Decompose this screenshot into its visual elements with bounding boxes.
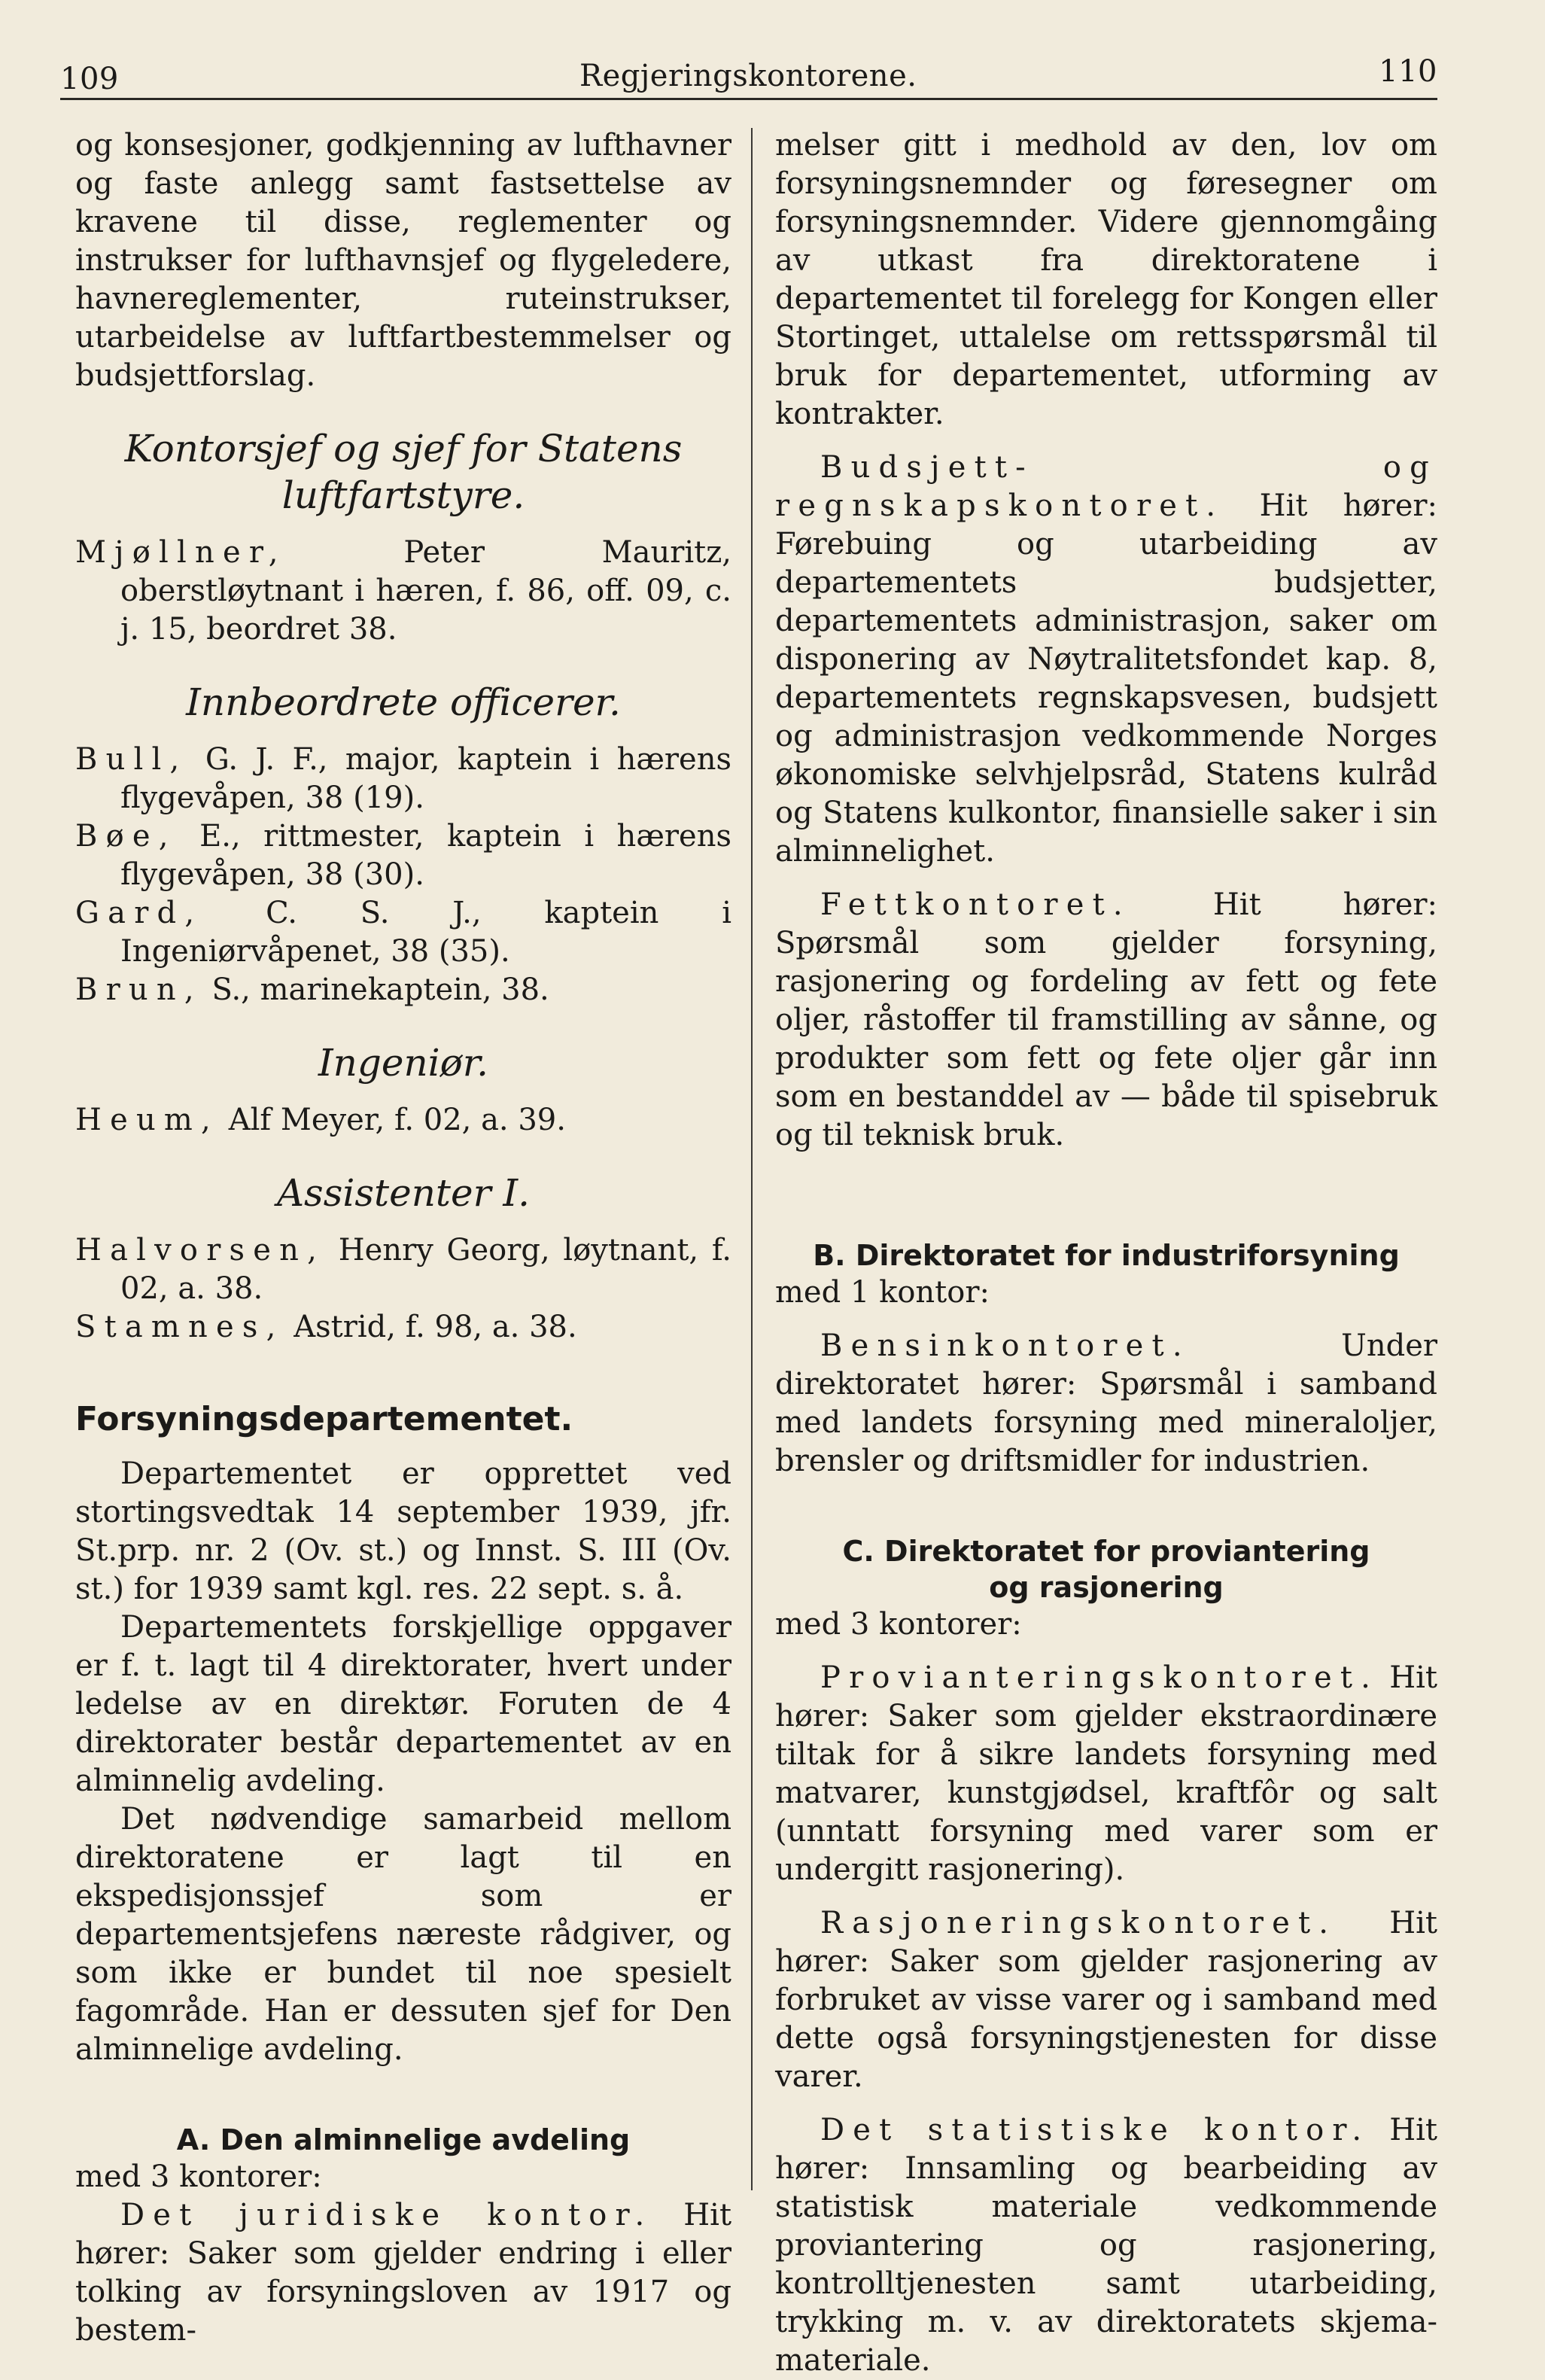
left-column bbox=[75, 126, 731, 2350]
section-c-heading: C. Direktoratet for proviantering bbox=[842, 1535, 1370, 1568]
person-name: Brun, bbox=[75, 972, 202, 1007]
section-b-heading: B. Direktoratet for industriforsyning bbox=[813, 1239, 1400, 1272]
person-name: Bøe, bbox=[75, 819, 177, 854]
statistiske-kontor-entry bbox=[775, 2111, 1437, 2380]
person-details: Henry Georg, løytnant, f. 02, a. 38. bbox=[120, 1233, 731, 1306]
person-name: Heum, bbox=[75, 1103, 219, 1137]
mjollner-entry bbox=[75, 534, 731, 649]
header-rule bbox=[60, 98, 1437, 100]
office-description: Hit hører: Spørsmål som gjelder forsyning, rasjonering og fordeling av fett og fete oljer, råstoffer til framstilling av sånne, og produkter som fett og fete oljer går inn som en bestanddel av — både til spisebruk og til teknisk bruk. bbox=[775, 887, 1438, 1152]
assistant-entry bbox=[75, 1308, 731, 1347]
rasjoneringskontoret-entry bbox=[775, 1904, 1437, 2096]
fettkontoret-entry bbox=[775, 886, 1437, 1155]
office-description: Hit hører: Saker som gjelder endring i eller tolking av forsyningsloven av 1917 og bestem- bbox=[75, 2198, 732, 2348]
right-column bbox=[775, 126, 1437, 2380]
budsjett-kontor-entry bbox=[775, 449, 1437, 871]
section-c-subheading: med 3 kontorer: bbox=[775, 1607, 1022, 1642]
office-name: Provianteringskontoret. bbox=[820, 1660, 1379, 1695]
bensinkontoret-entry bbox=[775, 1327, 1437, 1481]
forsyning-paragraph-3: Det nødvendige samarbeid mellom direktoratene er lagt til en ekspedisjonssjef som er departementsjefens næreste rådgiver, og som ikke er bundet til noe spesielt fagområde. Han er dessuten sjef for Den alminnelige avdeling. bbox=[75, 1802, 731, 2067]
forsyningsdepartementet-heading: Forsyningsdepartementet. bbox=[75, 1400, 573, 1438]
office-name: Fettkontoret. bbox=[820, 887, 1131, 922]
kontorsjef-heading: Kontorsjef og sjef for Statens luftfartstyre. bbox=[124, 427, 683, 517]
office-description: Hit hører: Innsamling og bearbeiding av statistisk materiale vedkommende proviantering og rasjonering, kontrolltjenesten samt utarbeiding, trykking m. v. av direktoratets skjema-materiale. bbox=[775, 2113, 1437, 2378]
person-details: S., marinekaptein, 38. bbox=[211, 972, 549, 1007]
ingenior-heading: Ingeniør. bbox=[318, 1041, 489, 1085]
office-description: Hit hører: Saker som gjelder ekstraordinære tiltak for å sikre landets forsyning med matvarer, kunstgjødsel, kraftfôr og salt (unntatt forsyning med varer som er undergitt rasjonering). bbox=[775, 1660, 1437, 1887]
page-header bbox=[60, 54, 1437, 99]
office-name: Budsjett- og regnskapskontoret. bbox=[775, 450, 1437, 523]
office-name: Det statistiske kontor. bbox=[820, 2113, 1370, 2147]
heum-entry bbox=[75, 1101, 731, 1140]
page-number-right: 110 bbox=[1379, 54, 1437, 89]
column-divider bbox=[751, 128, 753, 2190]
provianteringskontoret-entry bbox=[775, 1659, 1437, 1889]
officer-entry bbox=[75, 971, 731, 1009]
page-number-left: 109 bbox=[60, 62, 119, 96]
officer-entry bbox=[75, 741, 731, 817]
person-details: E., rittmester, kaptein i hærens flygevåpen, 38 (30). bbox=[120, 819, 731, 892]
person-name: Halvorsen, bbox=[75, 1233, 325, 1268]
person-details: Peter Mauritz, oberstløytnant i hæren, f. 86, off. 09, c. j. 15, beordret 38. bbox=[120, 535, 732, 647]
assistenter-heading: Assistenter I. bbox=[276, 1171, 531, 1215]
section-a-subheading: med 3 kontorer: bbox=[75, 2159, 322, 2194]
assistant-entry bbox=[75, 1231, 731, 1308]
juridiske-continuation: melser gitt i medhold av den, lov om forsyningsnemnder og føresegner om forsyningsnemnder. Videre gjennomgåing av utkast fra direktoratene i departementet til forelegg for Kongen eller Stortinget, uttalelse om rettsspørsmål til bruk for departementet, utforming av kontrakter. bbox=[775, 128, 1437, 431]
person-name: Mjøllner, bbox=[75, 535, 287, 570]
person-details: Astrid, f. 98, a. 38. bbox=[293, 1310, 577, 1344]
person-details: G. J. F., major, kaptein i hærens flygevåpen, 38 (19). bbox=[120, 742, 732, 815]
office-name: Det juridiske kontor. bbox=[120, 2198, 653, 2232]
running-title: Regjeringskontorene. bbox=[579, 59, 917, 93]
person-name: Bull, bbox=[75, 742, 188, 777]
person-details: Alf Meyer, f. 02, a. 39. bbox=[228, 1103, 566, 1137]
section-b-subheading: med 1 kontor: bbox=[775, 1275, 990, 1310]
office-description: Under direktoratet hører: Spørsmål i samband med landets forsyning med mineraloljer, brensler og driftsmidler for industrien. bbox=[775, 1328, 1437, 1478]
office-description: Hit hører: Saker som gjelder rasjonering av forbruket av visse varer og i samband med dette også forsyningstjenesten for disse varer. bbox=[775, 1906, 1437, 2094]
juridiske-kontor-entry bbox=[75, 2196, 731, 2350]
person-name: Gard, bbox=[75, 896, 203, 930]
innbeordrete-heading: Innbeordrete officerer. bbox=[186, 680, 621, 724]
person-name: Stamnes, bbox=[75, 1310, 284, 1344]
section-a-heading: A. Den alminnelige avdeling bbox=[176, 2123, 631, 2156]
officer-entry bbox=[75, 894, 731, 971]
office-description: Hit hører: Førebuing og utarbeiding av departementets budsjetter, departementets administrasjon, saker om disponering av Nøytralitetsfondet kap. 8, departementets regnskapsvesen, budsjett og administrasjon vedkommende Norges økonomiske selvhjelpsråd, Statens kulråd og Statens kulkontor, finansielle saker i sin alminnelighet. bbox=[775, 488, 1437, 869]
forsyning-paragraph-2: Departementets forskjellige oppgaver er f. t. lagt til 4 direktorater, hvert under ledelse av en direktør. Foruten de 4 direktorater består departementet av en alminnelig avdeling. bbox=[75, 1610, 731, 1798]
office-name: Bensinkontoret. bbox=[820, 1328, 1191, 1363]
luftfart-continuation: og konsesjoner, godkjenning av lufthavner og faste anlegg samt fastsettelse av kravene til disse, reglementer og instrukser for lufthavnsjef og flygeledere, havnereglementer, ruteinstrukser, utarbeidelse av luftfartbestemmelser og budsjettforslag. bbox=[75, 128, 731, 393]
section-c-heading-line-2: og rasjonering bbox=[989, 1571, 1224, 1604]
officer-entry bbox=[75, 817, 731, 894]
forsyning-paragraph-1: Departementet er opprettet ved stortingsvedtak 14 september 1939, jfr. St.prp. nr. 2 (Ov. st.) og Innst. S. III (Ov. st.) for 1939 samt kgl. res. 22 sept. s. å. bbox=[75, 1456, 731, 1606]
office-name: Rasjoneringskontoret. bbox=[820, 1906, 1337, 1940]
person-details: C. S. J., kaptein i Ingeniørvåpenet, 38 (35). bbox=[120, 896, 732, 969]
